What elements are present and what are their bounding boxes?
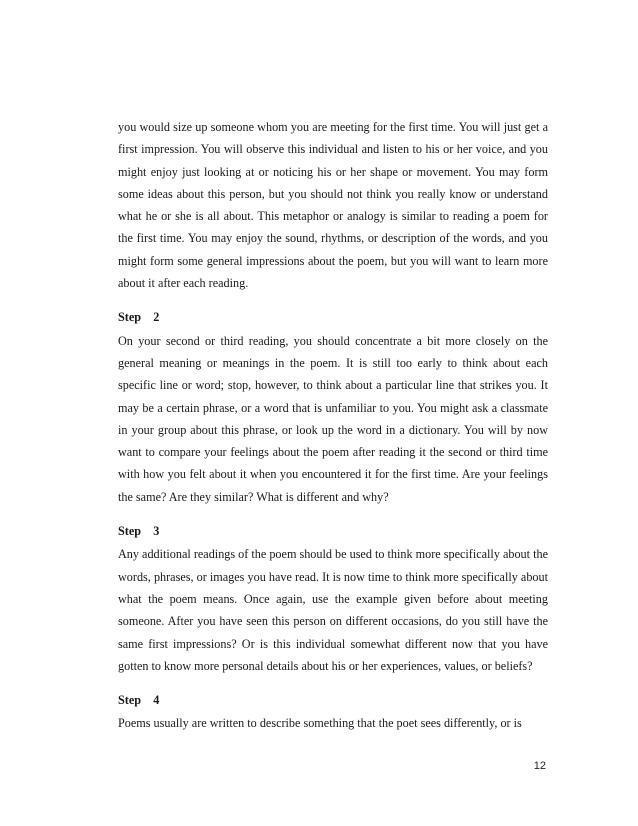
intro-paragraph: you would size up someone whom you are meeting for the first time. You will just get a first impression. You will observe this individual and listen to his or her voice, and you might enjoy just looking at or noticing his or her shape or movement. You may form some ideas about this person, but you should not think you really know or understand what he or she is all about. This metaphor or analogy is similar to reading a poem for the first time. You may enjoy the sound, rhythms, or description of the words, and you might form some general impressions about the poem, but you will want to learn more about it after each reading.: [118, 120, 548, 291]
step-3-heading: Step 3: [118, 524, 160, 539]
page-body: [118, 116, 548, 735]
step-4-paragraph: Poems usually are written to describe something that the poet sees differently, or is: [118, 716, 522, 731]
step-3-paragraph: Any additional readings of the poem should be used to think more specifically about the words, phrases, or images you have read. It is now time to think more specifically about what the poem means. Once again, use the example given before about meeting someone. After you have seen this person on different occasions, do you still have the same first impressions? Or is this individual somewhat different now that you have gotten to know more personal details about his or her experiences, values, or beliefs?: [118, 547, 548, 673]
step-2-paragraph: On your second or third reading, you should concentrate a bit more closely on the general meaning or meanings in the poem. It is still too early to think about each specific line or word; stop, however, to think about a particular line that strikes you. It may be a certain phrase, or a word that is unfamiliar to you. You might ask a classmate in your group about this phrase, or look up the word in a dictionary. You will by now want to compare your feelings about the poem after reading it the second or third time with how you felt about it when you encountered it for the first time. Are your feelings the same? Are they similar? What is different and why?: [118, 333, 548, 504]
step-4-heading: Step 4: [118, 693, 160, 708]
page-number: 12: [533, 760, 546, 772]
step-2-heading: Step 2: [118, 310, 160, 325]
